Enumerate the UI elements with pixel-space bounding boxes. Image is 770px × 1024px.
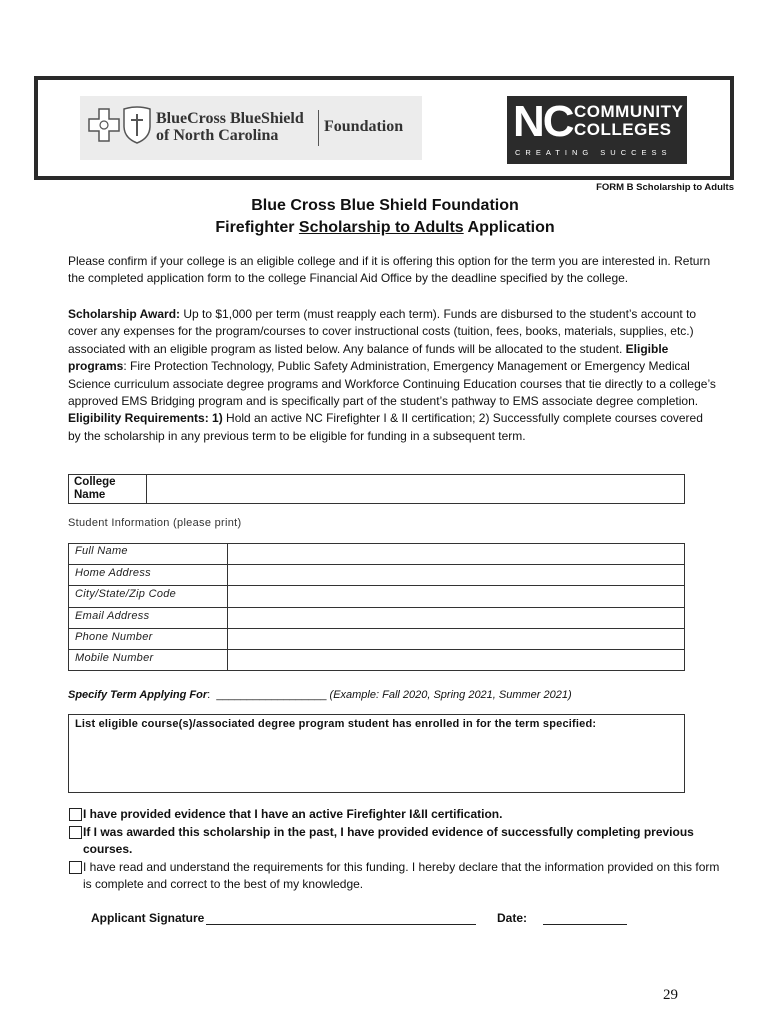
home-address-field[interactable] — [228, 565, 684, 585]
subtitle-pre: Firefighter — [215, 219, 299, 236]
eligible-programs-label: Eligible programs — [68, 341, 669, 374]
award-label: Scholarship Award: — [68, 307, 181, 321]
page-title: Blue Cross Blue Shield Foundation — [251, 197, 519, 214]
nc-logo-letters: NC — [513, 97, 573, 146]
signature-label: Applicant Signature — [91, 911, 205, 925]
award-paragraph — [68, 306, 718, 445]
city-state-zip-field[interactable] — [228, 586, 684, 606]
signature-field[interactable] — [206, 924, 476, 925]
page-number: 29 — [663, 987, 678, 1003]
term-row — [68, 689, 572, 701]
declaration-checkbox-label: I have read and understand the requirements for this funding. I hereby declare that the information provided on this form is complete and correct to the best of my knowledge. — [83, 860, 720, 892]
mobile-number-field[interactable] — [228, 650, 684, 670]
home-address-label: Home Address — [75, 567, 151, 579]
bcbs-foundation-text: Foundation — [324, 118, 404, 135]
bcbs-name-line2: of North Carolina — [156, 127, 279, 144]
college-name-field[interactable] — [68, 474, 685, 504]
email-address-label: Email Address — [75, 610, 150, 622]
city-state-zip-label: City/State/Zip Code — [75, 588, 177, 600]
date-field[interactable] — [543, 924, 627, 925]
award-text-3: Hold an active NC Firefighter I & II certification; 2) Successfully complete courses covered by the scholarship in any previous term to be eligible for funding in a subsequent term. — [68, 411, 703, 443]
full-name-field[interactable] — [228, 544, 684, 564]
intro-paragraph: Please confirm if your college is an eligible college and if it is offering this option for the term you are interested in. Return the completed application form to the college Financial Aid Office by the deadline specified by the college. — [68, 254, 711, 286]
term-label: Specify Term Applying For — [68, 689, 208, 701]
previous-courses-checkbox[interactable] — [69, 826, 82, 839]
form-code: FORM B Scholarship to Adults — [596, 182, 734, 193]
declaration-checkbox[interactable] — [69, 861, 82, 874]
date-label: Date: — [497, 911, 528, 925]
nc-logo-line2: COLLEGES — [574, 120, 672, 139]
certification-checkbox[interactable] — [69, 808, 82, 821]
blue-shield-icon — [122, 106, 152, 144]
phone-number-label: Phone Number — [75, 631, 153, 643]
student-info-heading: Student Information (please print) — [68, 517, 242, 529]
nc-logo-line1: COMMUNITY — [574, 102, 684, 121]
bcbs-name-line1: BlueCross BlueShield — [156, 110, 304, 127]
college-name-label: College Name — [68, 474, 147, 504]
subtitle-post: Application — [463, 219, 555, 236]
courses-label: List eligible course(s)/associated degree program student has enrolled in for the term specified: — [75, 718, 597, 730]
term-input-blank[interactable]: __________________ — [216, 689, 327, 701]
subtitle-underlined: Scholarship to Adults — [298, 219, 464, 236]
eligibility-requirements-label: Eligibility Requirements: 1) — [68, 411, 223, 426]
previous-courses-checkbox-label: If I was awarded this scholarship in the past, I have provided evidence of successfully completing previous courses. — [83, 825, 694, 857]
nc-logo-tagline: CREATING SUCCESS — [515, 148, 672, 157]
certification-checkbox-label: I have provided evidence that I have an active Firefighter I&II certification. — [83, 807, 503, 821]
full-name-label: Full Name — [75, 545, 128, 557]
email-address-field[interactable] — [228, 608, 684, 628]
phone-number-field[interactable] — [228, 629, 684, 649]
mobile-number-label: Mobile Number — [75, 652, 154, 664]
blue-cross-icon — [88, 108, 120, 142]
award-text-1: Up to $1,000 per term (must reapply each term). Funds are disbursed to the student’s account to cover any expenses for the program/courses to cover instructional costs (tuition, fees, books, materials, supplies, etc.) associated with an eligible program as listed below. Any balance of funds will be allocated to the student. — [68, 307, 697, 356]
term-colon: : — [207, 689, 211, 701]
term-example: (Example: Fall 2020, Spring 2021, Summer 2021) — [329, 689, 572, 701]
award-text-2: : Fire Protection Technology, Public Safety Administration, Emergency Management or Emergency Medical Science curriculum associate degree programs and Workforce Continuing Education courses that tie directly to a college’s approved EMS Bridging program and is specifically part of the student’s pathway to EMS associate degree completion. — [68, 359, 716, 409]
logo-divider — [318, 110, 319, 146]
page-subtitle — [0, 219, 770, 237]
